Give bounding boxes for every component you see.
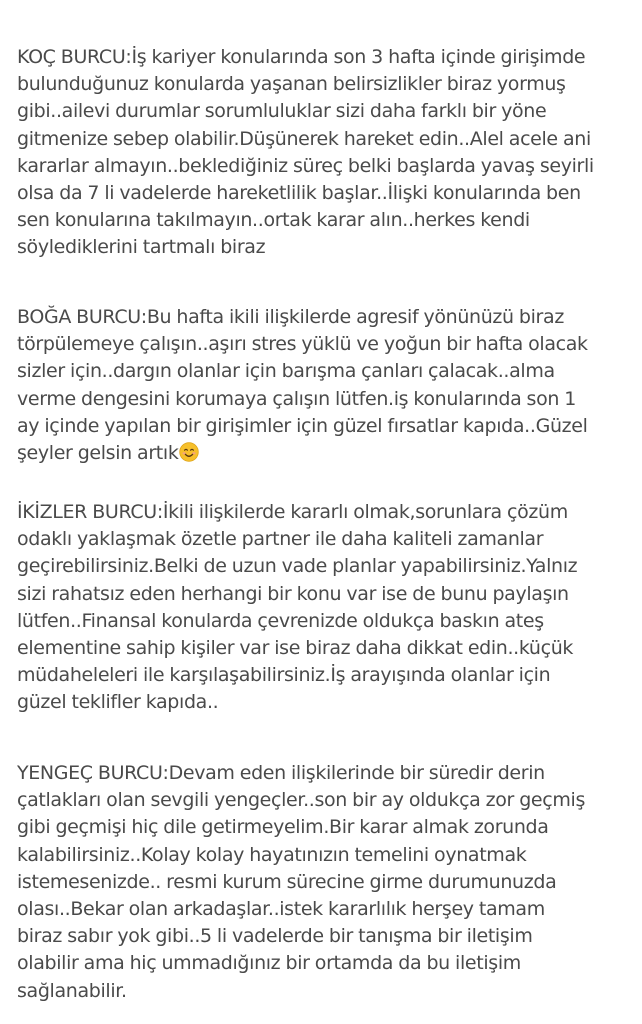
boga-burcu-paragraph (17, 304, 629, 467)
koc-burcu-paragraph: KOÇ BURCU:İş kariyer konularında son 3 hafta içinde girişimde bulunduğunuz konularda yaşanan belirsizlikler biraz yormuş gibi..ailevi durumlar sorumluluklar sizi daha farklı bir yöne gitmenize sebep olabilir.Düşünerek hareket edin..Alel acele ani kararlar almayın..beklediğiniz süreç belki başlarda yavaş seyirli olsa da 7 li vadelerde hareketlilik başlar..İlişki konularında ben sen konularına takılmayın..ortak karar alın..herkes kendi söylediklerini tartmalı biraz (17, 46, 594, 259)
boga-burcu-text: BOĞA BURCU:Bu hafta ikili ilişkilerde agresif yönünüzü biraz törpülemeye çalışın..aşırı stres yüklü ve yoğun bir hafta olacak sizler için..dargın olanlar için barışma çanları çalacak..alma verme dengesini korumaya çalışın lütfen.iş konularında son 1 ay içinde yapılan bir girişimler için güzel fırsatlar kapıda..Güzel şeyler gelsin artık (17, 306, 588, 465)
ikizler-burcu-paragraph: İKİZLER BURCU:İkili ilişkilerde kararlı olmak,sorunlara çözüm odaklı yaklaşmak özetle partner ile daha kaliteli zamanlar geçirebilirsiniz.Belki de uzun vade planlar yapabilirsiniz.Yalnız sizi rahatsız eden herhangi bir konu var ise de bunu paylaşın lütfen..Finansal konularda çevrenizde oldukça baskın ateş elementine sahip kişiler var ise biraz daha dikkat edin..küçük müdaheleleri ile karşılaşabilirsiniz.İş arayışında olanlar için güzel teklifler kapıda.. (17, 501, 578, 714)
smiling-face-emoji-icon (179, 442, 199, 462)
yengec-burcu-paragraph: YENGEÇ BURCU:Devam eden ilişkilerinde bir süredir derin çatlakları olan sevgili yengeçler..son bir ay oldukça zor geçmiş gibi geçmişi hiç dile getirmeyelim.Bir karar almak zorunda kalabilirsiniz..Kolay kolay hayatınızın temelini oynatmak istemesenizde.. resmi kurum sürecine girme durumunuzda olası..Bekar olan arkadaşlar..istek kararlılık herşey tamam biraz sabır yok gibi..5 li vadelerde bir tanışma bir iletişim olabilir ama hiç ummadığınız bir ortamda da bu iletişim sağlanabilir. (17, 762, 585, 1002)
